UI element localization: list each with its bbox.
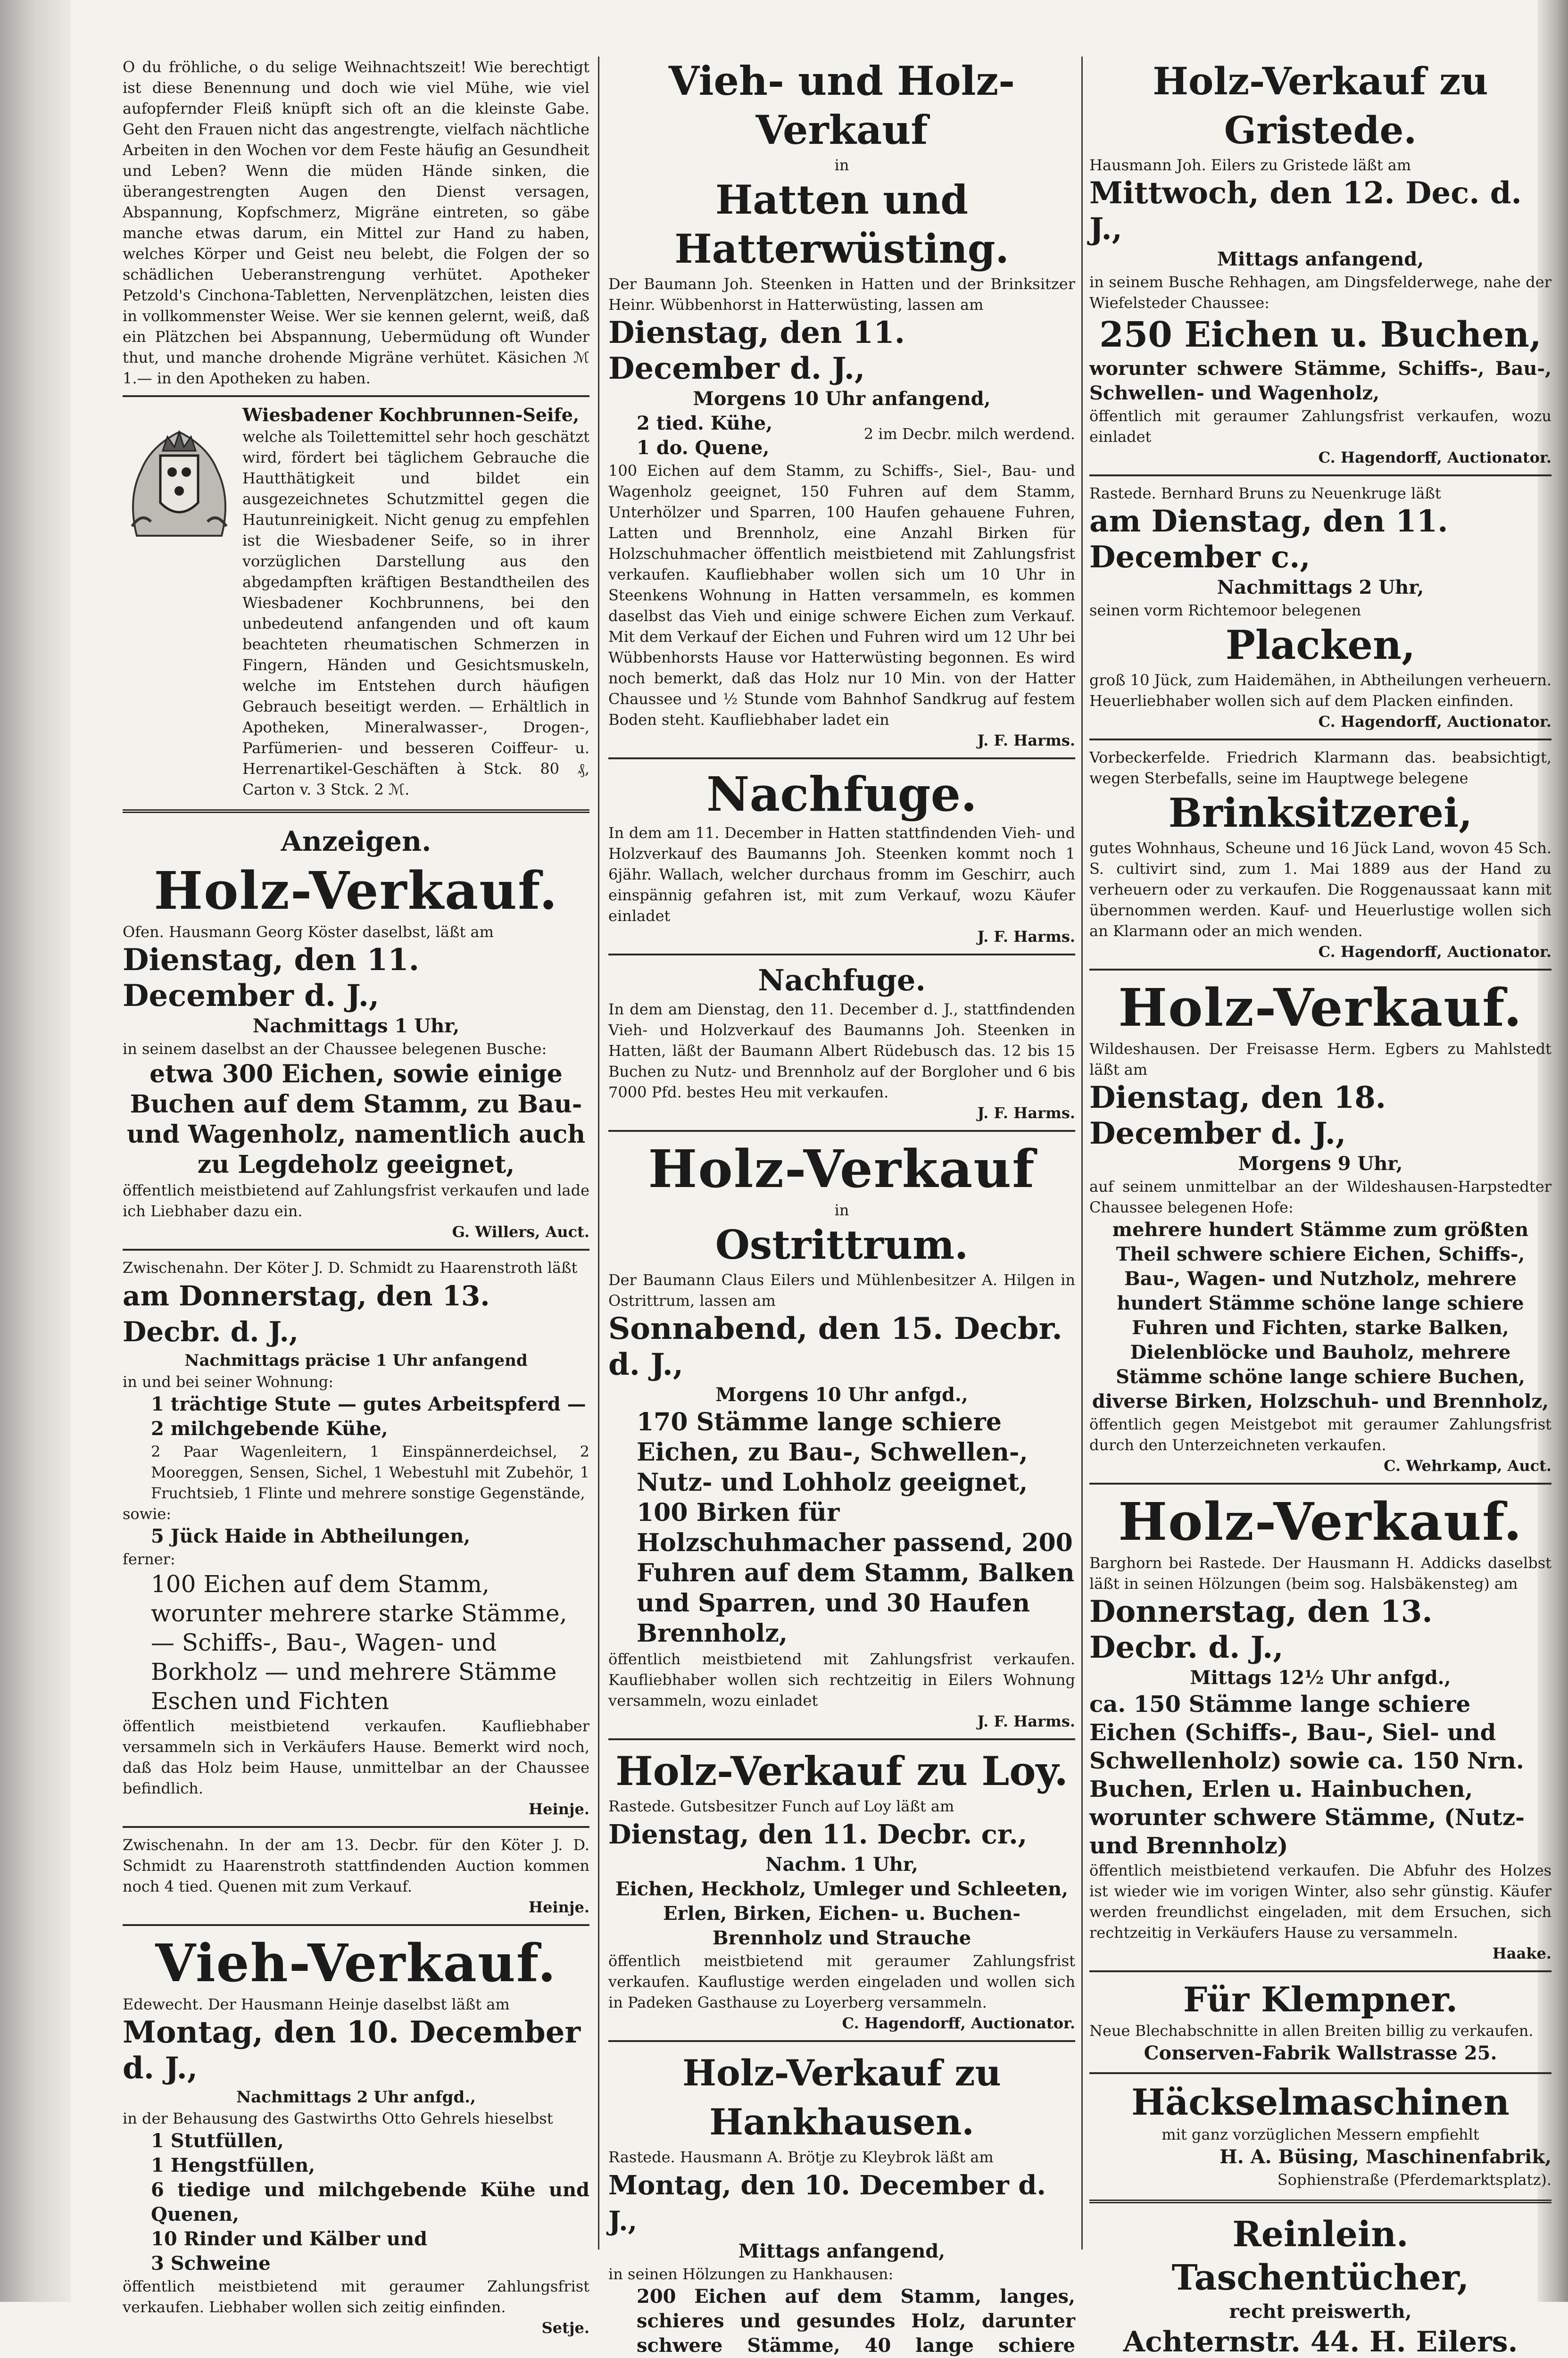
ad4-intro: Edewecht. Der Hausmann Heinje daselbst läßt am (123, 1995, 510, 2013)
b4-intro: Der Baumann Claus Eilers und Mühlenbesitzer A. Hilgen in Ostrittrum, lassen am (608, 1271, 1075, 1310)
d2-text: groß 10 Jück, zum Haidemähen, in Abtheilungen verheuern. Heuerliebhaber wollen sich auf dem Placken einfinden. (1089, 671, 1551, 710)
b5-items: Eichen, Heckholz, Umleger und Schleeten, Erlen, Birken, Eichen- u. Buchen-Brennholz und Strauche (615, 1878, 1069, 1949)
divider (123, 1924, 589, 1926)
b1-signature: J. F. Harms. (977, 731, 1075, 749)
column-2 (608, 57, 1075, 2357)
ad2-place: in und bei seiner Wohnung: (123, 1373, 334, 1391)
ad2-time: Nachmittags präcise 1 Uhr anfangend (184, 1351, 528, 1370)
divider (1089, 969, 1551, 971)
ad1-items: etwa 300 Eichen, sowie einige Buchen auf dem Stamm, zu Bau- und Wagenholz, namentlich auch zu Legdeholz geeignet, (126, 1060, 586, 1179)
d3-big: Brinksitzerei, (1168, 789, 1473, 836)
d4-signature: C. Wehrkamp, Auct. (1384, 1457, 1551, 1475)
ad4-line3: 6 tiedige und milchgebende Kühe und Quenen, (151, 2179, 589, 2225)
d3-text: gutes Wohnhaus, Scheune und 16 Jück Land, wovon 45 Sch. S. cultivirt sind, zum 1. Mai 1889 aus der Hand zu verheuern oder zu verkaufen. Die Roggenaussaat kann mit übernommen werden. Kauf- und Heuerlustige wollen sich an Klarmann oder an mich wenden. (1089, 839, 1551, 940)
ad1-place: in seinem daselbst an der Chaussee belegenen Busche: (123, 1040, 547, 1058)
heading-nachfuge-2: Nachfuge. (758, 963, 926, 997)
d4-time: Morgens 9 Uhr, (1238, 1153, 1403, 1175)
b5-date: Dienstag, den 11. Decbr. cr., (608, 1819, 1028, 1850)
ad2-line1: 1 trächtige Stute — gutes Arbeitspferd — (151, 1393, 586, 1415)
b3-text: In dem am Dienstag, den 11. December d. J., stattfindenden Vieh- und Holzverkauf des Baumanns Joh. Steenken in Hatten, läßt der Baumann Albert Rüdebusch das. 12 bis 15 Buchen zu Nutz- und Brennholz auf der Borgloher und 6 bis 7000 Pfd. bestes Heu mit verkaufen. (608, 1000, 1075, 1101)
divider (1089, 2200, 1551, 2203)
divider (1089, 474, 1551, 476)
heading-vieh-verkauf: Vieh-Verkauf. (155, 1933, 557, 1993)
b2-signature: J. F. Harms. (977, 928, 1075, 946)
b6-place: in seinen Hölzungen zu Hankhausen: (608, 2265, 894, 2283)
divider (608, 954, 1075, 955)
ad2-line3: 2 Paar Wagenleitern, 1 Einspännerdeichsel, 2 Mooreggen, Sensen, Sichel, 1 Webestuhl mit Zubehör, 1 Fruchtsieb, 1 Flinte und mehrere sonstige Gegenstände, (151, 1443, 589, 1502)
divider (123, 395, 589, 397)
b4-signature: J. F. Harms. (977, 1712, 1075, 1730)
b6-items: 200 Eichen auf dem Stamm, langes, schieres und gesundes Holz, darunter schwere Stämme, 40 lange schiere (637, 2285, 1075, 2357)
divider (1089, 2072, 1551, 2074)
b1-line2b: 2 im Decbr. milch werdend. (863, 425, 1075, 443)
d2-date: am Dienstag, den 11. December c., (1089, 504, 1448, 575)
ad-christmas-text: O du fröhliche, o du selige Weihnachtszeit! Wie berechtigt ist diese Benennung und doch wie viel Mühe, wie viel aufopfernder Fleiß knüpft sich oft an die kleinste Gabe. Geht den Frauen nicht das angestrengte, vielfach nächtliche Arbeiten in den Wochen vor dem Feste häufig an Gesundheit und Leben? Wenn die müden Hände sinken, die überangestrengten Augen den Dienst versagen, Abspannung, Kopfschmerz, Migräne eintreten, so gäbe manche etwas darum, ein Mittel zur Hand zu haben, welches Körper und Geist neu belebt, die Folgen der so schädlichen Ueberanstrengung verhütet. Apotheker Petzold's Cinchona-Tabletten, Nervenplätzchen, leisten dies in vollkommenster Weise. Wer sie kennen gelernt, weiß, daß ein Plätzchen bei Abspannung, Uebermüdung oft Wunder thut, und manche drohende Migräne verhütet. Käsichen ℳ 1.— in den Apotheken zu haben. (123, 58, 589, 387)
d6-firm: Conserven-Fabrik Wallstrasse 25. (1144, 2042, 1497, 2064)
d7-firm: H. A. Büsing, Maschinenfabrik, (1219, 2146, 1551, 2168)
b1-time: Morgens 10 Uhr anfangend, (693, 388, 991, 410)
b1-line2: 1 do. Quene, (637, 437, 770, 459)
heading-haeckselmaschinen: Häckselmaschinen (1131, 2081, 1510, 2123)
heading-loy: Holz-Verkauf zu Loy. (615, 1748, 1068, 1794)
heading-holz-verkauf-wildeshausen: Holz-Verkauf. (1118, 977, 1523, 1038)
d1-time: Mittags anfangend, (1217, 248, 1424, 270)
d3-signature: C. Hagendorff, Auctionator. (1318, 943, 1551, 961)
ad1-date: Dienstag, den 11. December d. J., (123, 942, 420, 1013)
heading-holz-verkauf-ostrittrum: Holz-Verkauf (648, 1138, 1036, 1199)
divider (1089, 1483, 1551, 1485)
d1-big: 250 Eichen u. Buchen, (1099, 315, 1542, 355)
b4-date: Sonnabend, den 15. Decbr. d. J., (608, 1311, 1062, 1382)
ad4-line5: 3 Schweine (151, 2252, 271, 2275)
d5-intro: Barghorn bei Rastede. Der Hausmann H. Addicks daselbst läßt in seinen Hölzungen (beim sog. Halsbäkensteg) am (1089, 1554, 1551, 1593)
ad4-place: in der Behausung des Gastwirths Otto Gehrels hieselbst (123, 2109, 553, 2127)
divider (123, 1249, 589, 1251)
heading-hatten: Hatten und Hatterwüsting. (674, 176, 1009, 272)
heading-ostrittrum: Ostrittrum. (715, 1221, 969, 1268)
ad2-end: öffentlich meistbietend verkaufen. Kaufliebhaber versammeln sich in Verkäufers Hause. Bemerkt wird noch, daß das Holz beim Hause, unmittelbar an der Chaussee befindlich. (123, 1717, 589, 1797)
column-rule-2 (1081, 57, 1083, 2250)
divider (123, 1826, 589, 1828)
heading-in: in (834, 156, 849, 174)
ad4-end: öffentlich meistbietend mit geraumer Zahlungsfrist verkaufen. Liebhaber wollen sich zeitig einfinden. (123, 2277, 589, 2316)
ad3-signature: Heinje. (528, 1898, 589, 1916)
d4-date: Dienstag, den 18. December d. J., (1089, 1080, 1386, 1151)
ad1-time: Nachmittags 1 Uhr, (252, 1015, 460, 1037)
b6-intro: Rastede. Hausmann A. Brötje zu Kleybrok läßt am (608, 2148, 994, 2166)
column-3 (1089, 57, 1551, 2358)
b5-signature: C. Hagendorff, Auctionator. (842, 2014, 1075, 2032)
divider (1089, 1970, 1551, 1972)
b4-time: Morgens 10 Uhr anfgd., (715, 1384, 968, 1406)
d4-intro: Wildeshausen. Der Freisasse Herm. Egbers zu Mahlstedt läßt am (1089, 1040, 1551, 1079)
d1-place: in seinem Busche Rehhagen, am Dingsfelderwege, nahe der Wiefelsteder Chaussee: (1089, 273, 1551, 312)
ad1-end: öffentlich meistbietend auf Zahlungsfrist verkaufen und lade ich Liebhaber dazu ein. (123, 1181, 589, 1220)
divider (123, 809, 589, 813)
ad2-sowie: sowie: (123, 1505, 172, 1523)
b5-intro: Rastede. Gutsbesitzer Funch auf Loy läßt am (608, 1797, 954, 1815)
d3-intro: Vorbeckerfelde. Friedrich Klarmann das. beabsichtigt, wegen Sterbefalls, seine im Hauptwege belegene (1089, 748, 1551, 787)
ad2-date: am Donnerstag, den 13. Decbr. d. J., (123, 1280, 490, 1348)
ad2-intro: Zwischenahn. Der Köter J. D. Schmidt zu Haarenstroth läßt (123, 1259, 578, 1277)
ad1-intro: Ofen. Hausmann Georg Köster daselbst, läßt am (123, 923, 494, 941)
divider (1089, 739, 1551, 740)
divider (608, 1738, 1075, 1740)
divider (608, 1130, 1075, 1132)
d2-place: seinen vorm Richtemoor belegenen (1089, 601, 1361, 619)
b3-signature: J. F. Harms. (977, 1104, 1075, 1122)
d4-items: mehrere hundert Stämme zum größten Theil schwere schiere Eichen, Schiffs-, Bau-, Wagen- und Nutzholz, mehrere hundert Stämme schöne lange schiere Fuhren und Fichten, starke Balken, Dielenblöcke und Bauholz, mehrere Stämme schöne lange schiere Buchen, diverse Birken, Holzschuh- und Brennholz, (1092, 1219, 1549, 1412)
b5-end: öffentlich meistbietend mit geraumer Zahlungsfrist verkaufen. Kauflustige werden eingeladen und wollen sich in Padeken Gasthause zu Loyerberg versammeln. (608, 1952, 1075, 2011)
ad1-signature: G. Willers, Auct. (452, 1223, 589, 1241)
heading-in-2: in (834, 1201, 849, 1219)
d2-time: Nachmittags 2 Uhr, (1217, 576, 1424, 598)
ad4-date: Montag, den 10. December d. J., (123, 2015, 581, 2086)
ad2-ferner: ferner: (123, 1550, 175, 1568)
heading-klempner: Für Klempner. (1183, 1979, 1458, 2019)
soap-text: welche als Toilettemittel sehr hoch geschätzt wird, fördert bei täglichem Gebrauche die Hautthätigkeit und bildet ein ausgezeichnetes Schutzmittel gegen die Hautunreinigkeit. Nicht genug zu empfehlen ist die Wiesbadener Seife, so in ihrer vorzüglichen Darstellung aus den abgedampften kräftigen Bestandtheilen des Wiesbadener Kochbrunnens, bei den unbedeutend anfangenden und oft kaum beachteten rheumatischen Schmerzen in Fingern, Händen und Gesichtsmuskeln, welche im Entstehen durch häufigen Gebrauch beseitigt werden. — Erhältlich in Apotheken, Mineralwasser-, Drogen-, Parfümerien- und besseren Coiffeur- u. Herrenartikel-Geschäften à Stck. 80 ₰, Carton v. 3 Stck. 2 ℳ. (242, 428, 589, 798)
d5-time: Mittags 12½ Uhr anfgd., (1190, 1667, 1451, 1689)
heading-gristede: Holz-Verkauf zu Gristede. (1153, 59, 1488, 152)
d1-end: öffentlich mit geraumer Zahlungsfrist verkaufen, wozu einladet (1089, 407, 1551, 446)
d6-text: Neue Blechabschnitte in allen Breiten billig zu verkaufen. (1089, 2022, 1534, 2040)
d8-text: recht preiswerth, (1229, 2300, 1412, 2323)
b4-items: 170 Stämme lange schiere Eichen, zu Bau-, Schwellen-, Nutz- und Lohholz geeignet, 100 Birken für Holzschuhmacher passend, 200 Fuhren auf dem Stamm, Balken und Sparren, und 30 Haufen Brennholz, (637, 1408, 1075, 1648)
d5-items: ca. 150 Stämme lange schiere Eichen (Schiffs-, Bau-, Siel- und Schwellenholz) sowie ca. 150 Nrn. Buchen, Erlen u. Hainbuchen, worunter schwere Stämme, (Nutz- und Brennholz) (1089, 1691, 1525, 1859)
anzeigen-heading: Anzeigen. (281, 825, 431, 857)
d5-end: öffentlich meistbietend verkaufen. Die Abfuhr des Holzes ist wieder wie im vorigen Winter, also sehr günstig. Käufer werden freundlichst eingeladen, mit dem Ersuchen, sich rechtzeitig in Verkäufers Hause zu versammeln. (1089, 1861, 1551, 1942)
column-1 (123, 57, 589, 2337)
ad4-signature: Setje. (541, 2319, 589, 2337)
b6-time: Mittags anfangend, (738, 2240, 946, 2262)
heading-holz-verkauf-barghorn: Holz-Verkauf. (1118, 1491, 1523, 1552)
column-rule-1 (598, 57, 599, 2250)
d4-end: öffentlich gegen Meistgebot mit geraumer Zahlungsfrist durch den Unterzeichneten verkaufen. (1089, 1415, 1551, 1454)
b1-line1: 2 tied. Kühe, (637, 412, 773, 434)
heading-hankhausen: Holz-Verkauf zu Hankhausen. (682, 2052, 1001, 2143)
heading-holz-verkauf: Holz-Verkauf. (154, 860, 558, 921)
d2-intro: Rastede. Bernhard Bruns zu Neuenkruge läßt (1089, 484, 1441, 502)
b2-text: In dem am 11. December in Hatten stattfindenden Vieh- und Holzverkauf des Baumanns Joh. Steenken kommt noch 1 6jähr. Wallach, welcher durchaus fromm im Geschirr, auch einspännig gefahren ist, mit zum Verkauf, wozu Käufer einladet (608, 824, 1075, 925)
b1-text: 100 Eichen auf dem Stamm, zu Schiffs-, Siel-, Bau- und Wagenholz geeignet, 150 Fuhren auf dem Stamm, Unterhölzer und Sparren, 100 Haufen gehauene Fuhren, Latten und Brennholz, eine Anzahl Birken für Holzschuhmacher öffentlich meistbietend mit Zahlungsfrist verkaufen. Kaufliebhaber wollen sich um 10 Uhr in Steenkens Wohnung in Hatten versammeln, es kommen daselbst das Vieh und einige schwere Eichen zum Verkauf. Mit dem Verkauf der Eichen und Fuhren wird um 12 Uhr bei Wübbenhorsts Hause vor Hatterwüsting begonnen. Es wird noch bemerkt, daß das Holz nur 10 Min. von der Hatter Chaussee und ½ Stunde vom Bahnhof Sandkrug auf festem Boden steht. Kaufliebhaber ladet ein (608, 462, 1075, 729)
d8-addr: Achternstr. 44. H. Eilers. (1123, 2325, 1518, 2358)
soap-title: Wiesbadener Kochbrunnen-Seife, (242, 404, 580, 425)
heading-nachfuge-1: Nachfuge. (706, 766, 977, 822)
b6-date: Montag, den 10. December d. J., (608, 2170, 1046, 2237)
d2-signature: C. Hagendorff, Auctionator. (1318, 713, 1551, 731)
d4-place: auf seinem unmittelbar an der Wildeshausen-Harpstedter Chaussee belegenen Hofe: (1089, 1178, 1551, 1216)
divider (608, 757, 1075, 759)
ad2-line2: 2 milchgebende Kühe, (151, 1418, 388, 1440)
d1-date: Mittwoch, den 12. Dec. d. J., (1089, 175, 1522, 247)
d7-text: mit ganz vorzüglichen Messern empfiehlt (1161, 2126, 1479, 2143)
ad4-time: Nachmittags 2 Uhr anfgd., (236, 2088, 476, 2107)
ad2-line4: 5 Jück Haide in Abtheilungen, (151, 1525, 471, 1547)
divider (608, 2040, 1075, 2042)
b5-time: Nachm. 1 Uhr, (765, 1853, 918, 1876)
d1-items: worunter schwere Stämme, Schiffs-, Bau-, Schwellen- und Wagenholz, (1089, 357, 1551, 404)
d5-date: Donnerstag, den 13. Decbr. d. J., (1089, 1594, 1433, 1665)
d1-intro: Hausmann Joh. Eilers zu Gristede läßt am (1089, 156, 1411, 174)
ad4-line4: 10 Rinder und Kälber und (151, 2228, 428, 2250)
ad2-signature: Heinje. (528, 1800, 589, 1818)
d2-big: Placken, (1225, 622, 1416, 668)
ad2-line5: 100 Eichen auf dem Stamm, worunter mehrere starke Stämme, — Schiffs-, Bau-, Wagen- und Borkholz — und mehrere Stämme Eschen und Fichten (151, 1570, 567, 1715)
d5-signature: Haake. (1492, 1944, 1551, 1962)
ad4-line1: 1 Stutfüllen, (151, 2130, 284, 2152)
d1-signature: C. Hagendorff, Auctionator. (1318, 448, 1551, 466)
ad3-text: Zwischenahn. In der am 13. Decbr. für den Köter J. D. Schmidt zu Haarenstroth stattfindenden Auction kommen noch 4 tied. Quenen mit zum Verkauf. (123, 1836, 589, 1895)
heading-taschentuecher: Reinlein. Taschentücher, (1171, 2214, 1469, 2298)
wiesbaden-crest-icon (123, 404, 236, 545)
page-binding-edge (0, 0, 71, 2302)
b4-end: öffentlich meistbietend mit Zahlungsfrist verkaufen. Kaufliebhaber wollen sich rechtzeitig in Eilers Wohnung versammeln, wozu einladet (608, 1650, 1075, 1710)
d7-addr: Sophienstraße (Pferdemarktsplatz). (1277, 2171, 1551, 2189)
ad-soap (123, 404, 589, 800)
b1-intro: Der Baumann Joh. Steenken in Hatten und der Brinksitzer Heinr. Wübbenhorst in Hatterwüsting, lassen am (608, 275, 1075, 314)
ad4-line2: 1 Hengstfüllen, (151, 2154, 315, 2176)
b1-date: Dienstag, den 11. December d. J., (608, 315, 905, 386)
heading-vieh-holz-verkauf: Vieh- und Holz-Verkauf (668, 58, 1015, 153)
